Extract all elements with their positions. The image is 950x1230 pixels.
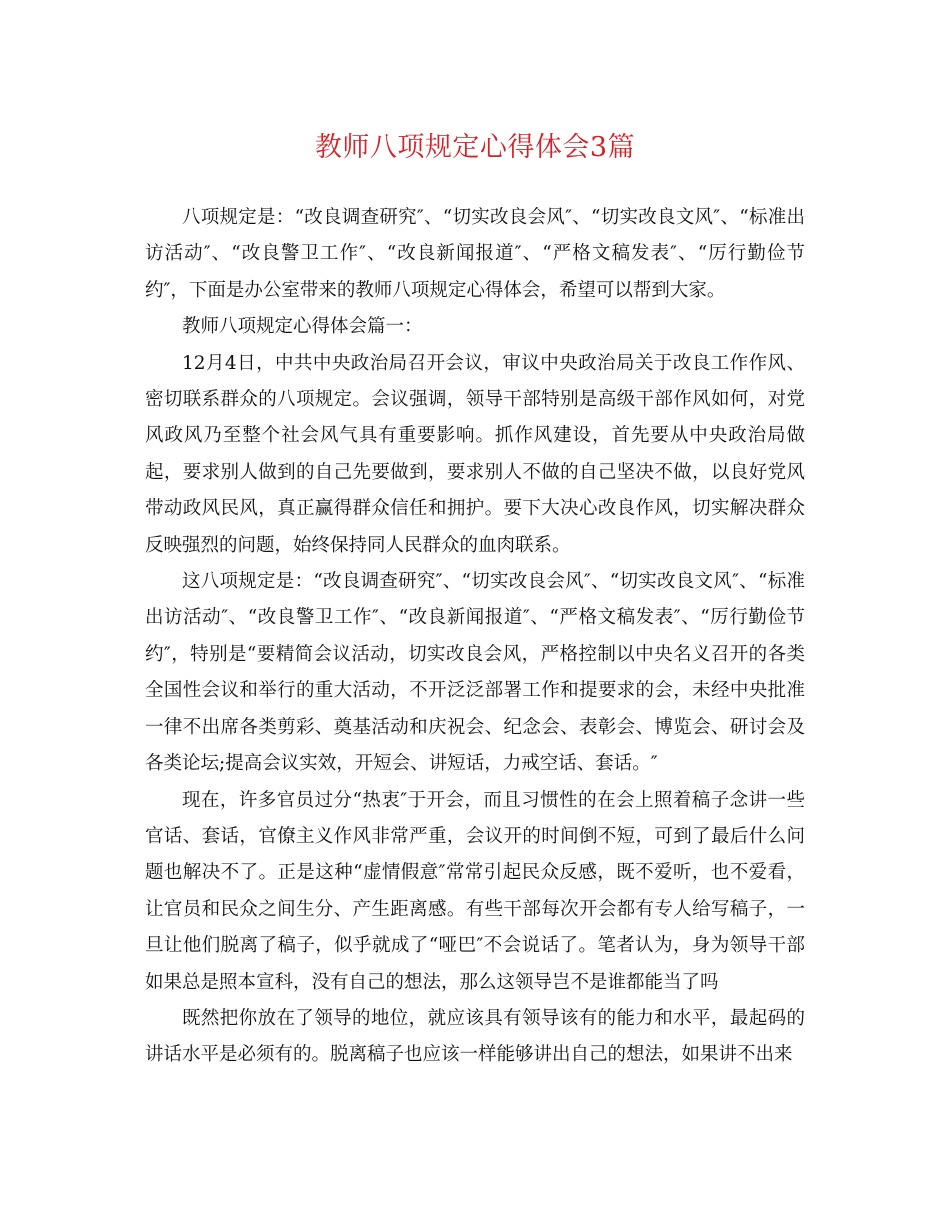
body-paragraph: 现在，许多官员过分“热衷″于开会，而且习惯性的在会上照着稿子念讲一些官话、套话，官僚主义作风非常严重，会议开的时间倒不短，可到了最后什么问题也解决不了。正是这种“虚情假意″常常引起民众反感，既不爱听，也不爱看，让官员和民众之间生分、产生距离感。有些干部每次开会都有专人给写稿子，一旦让他们脱离了稿子，似乎就成了“哑巴″不会说话了。笔者认为，身为领导干部如果总是照本宣科，没有自己的想法，那么这领导岂不是谁都能当了吗 [145, 789, 805, 993]
document-title: 教师八项规定心得体会3篇 [314, 132, 636, 163]
body-paragraph: 既然把你放在了领导的地位，就应该具有领导该有的能力和水平，最起码的讲话水平是必须有的。脱离稿子也应该一样能够讲出自己的想法，如果讲不出来 [145, 1007, 805, 1066]
body-paragraph: 12月4日，中共中央政治局召开会议，审议中央政治局关于改良工作作风、密切联系群众的八项规定。会议强调，领导干部特别是高级干部作风如何，对党风政风乃至整个社会风气具有重要影响。抓作风建设，首先要从中央政治局做起，要求别人做到的自己先要做到，要求别人不做的自己坚决不做，以良好党风带动政风民风，真正赢得群众信任和拥护。要下大决心改良作风，切实解决群众反映强烈的问题，始终保持同人民群众的血肉联系。 [145, 352, 805, 556]
intro-paragraph: 八项规定是：“改良调查研究″、“切实改良会风″、“切实改良文风″、“标准出访活动″、“改良警卫工作″、“改良新闻报道″、“严格文稿发表″、“厉行勤俭节约″，下面是办公室带来的教师八项规定心得体会，希望可以帮到大家。 [145, 207, 805, 301]
section-heading: 教师八项规定心得体会篇一： [182, 316, 423, 338]
document-body [145, 200, 805, 1074]
body-paragraph: 这八项规定是：“改良调查研究″、“切实改良会风″、“切实改良文风″、“标准出访活动″、“改良警卫工作″、“改良新闻报道″、“严格文稿发表″、“厉行勤俭节约″，特别是“要精简会议活动，切实改良会风，严格控制以中央名义召开的各类全国性会议和举行的重大活动，不开泛泛部署工作和提要求的会，未经中央批准一律不出席各类剪彩、奠基活动和庆祝会、纪念会、表彰会、博览会、研讨会及各类论坛;提高会议实效，开短会、讲短话，力戒空话、套话。″ [145, 571, 805, 775]
